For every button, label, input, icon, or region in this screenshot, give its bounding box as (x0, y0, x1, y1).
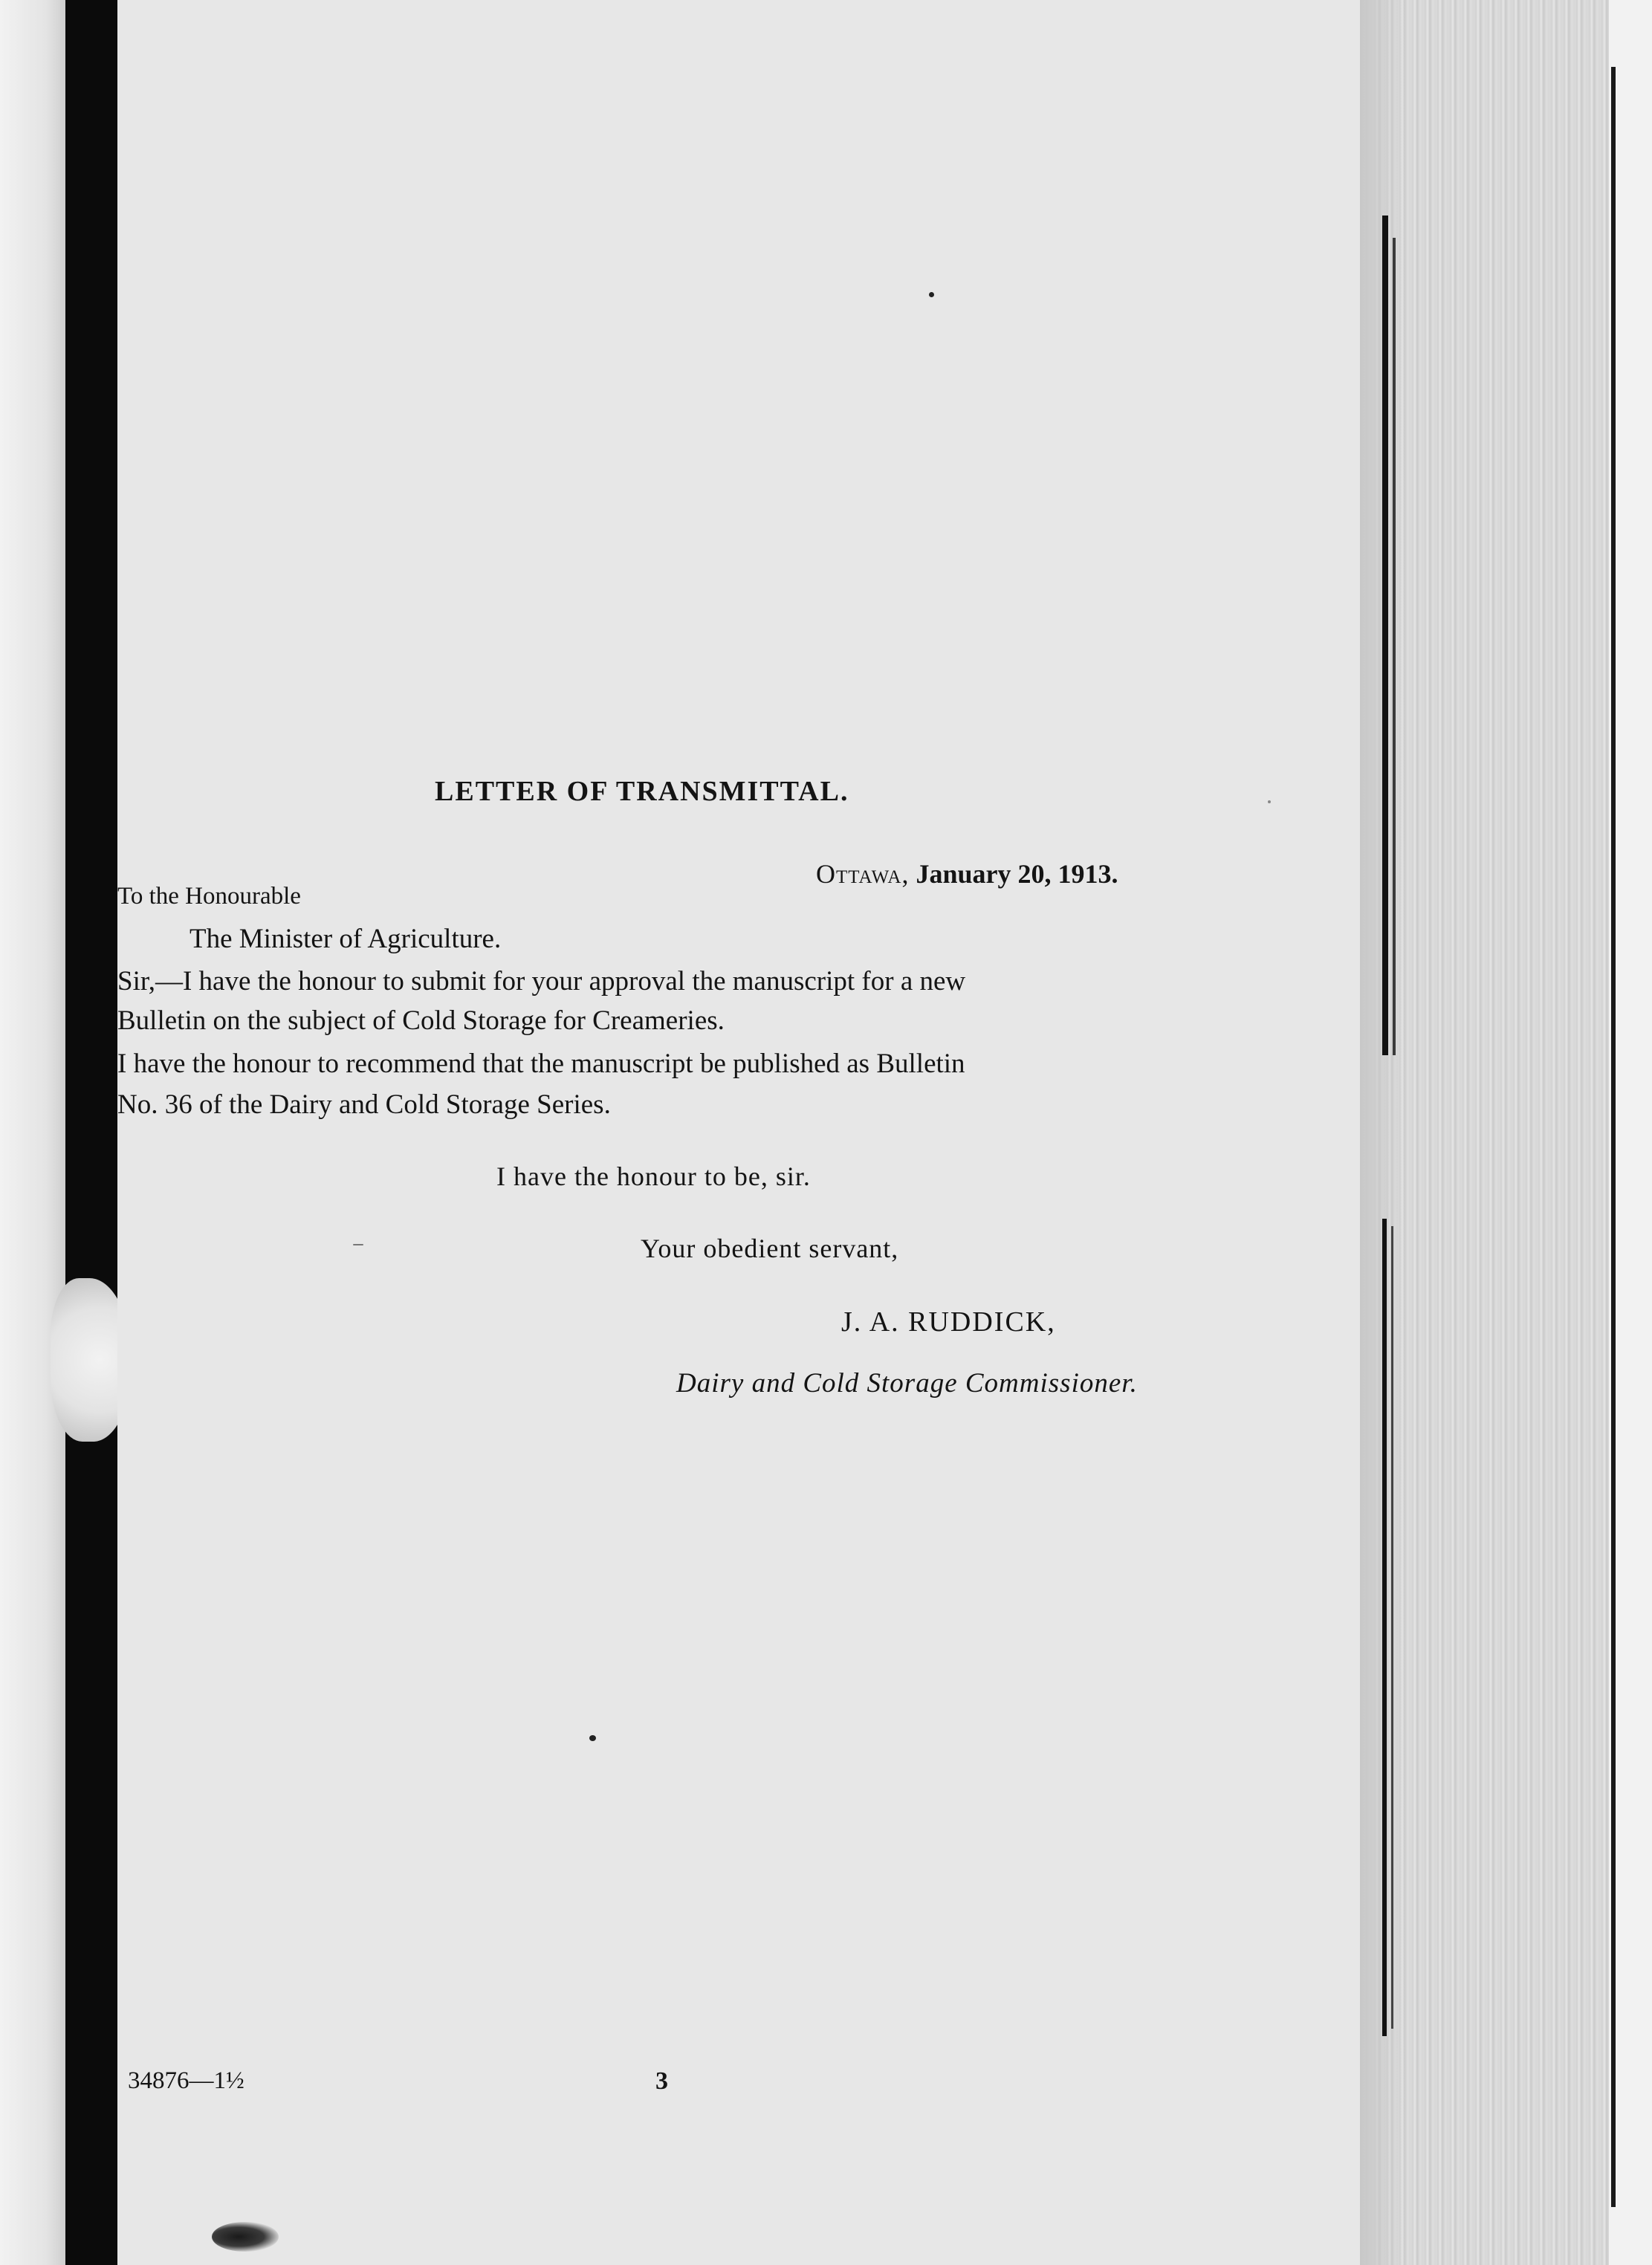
dateline (816, 861, 1118, 887)
dateline-place: Ottawa, (816, 859, 910, 889)
ink-smudge (212, 2222, 279, 2252)
scan-frame-line (1611, 67, 1616, 2207)
closing-line-1: I have the honour to be, sir. (496, 1161, 811, 1191)
closing-line-2: Your obedient servant, (641, 1234, 899, 1263)
body-paragraph-line: Bulletin on the subject of Cold Storage for Creameries. (117, 1005, 725, 1036)
page-surface (117, 0, 1360, 2265)
facing-page-edge (0, 0, 65, 2265)
body-paragraph-line: Sir,—I have the honour to submit for your approval the manuscript for a new (117, 966, 966, 997)
printer-code: 34876—1½ (128, 2067, 244, 2094)
dust-speck (1268, 800, 1271, 803)
dust-speck (589, 1735, 596, 1741)
stack-edge-line (1382, 1219, 1387, 2036)
body-paragraph-line: No. 36 of the Dairy and Cold Storage Series. (117, 1089, 611, 1120)
signatory-name: J. A. RUDDICK, (841, 1306, 1056, 1338)
dust-speck (929, 292, 934, 297)
letter-title: LETTER OF TRANSMITTAL. (435, 776, 849, 807)
dateline-date: January 20, 1913. (916, 859, 1118, 889)
addressee-line-2: The Minister of Agriculture. (190, 924, 502, 954)
binding-gutter (65, 0, 117, 2265)
stack-edge-line (1393, 238, 1396, 1055)
dust-speck (353, 1244, 363, 1245)
page-number: 3 (655, 2067, 668, 2095)
body-paragraph-line: I have the honour to recommend that the manuscript be published as Bulletin (117, 1049, 965, 1079)
stack-edge-line (1382, 216, 1388, 1055)
signatory-title: Dairy and Cold Storage Commissioner. (676, 1368, 1138, 1399)
addressee-line-1: To the Honourable (117, 883, 301, 910)
stack-edge-line (1391, 1226, 1393, 2029)
